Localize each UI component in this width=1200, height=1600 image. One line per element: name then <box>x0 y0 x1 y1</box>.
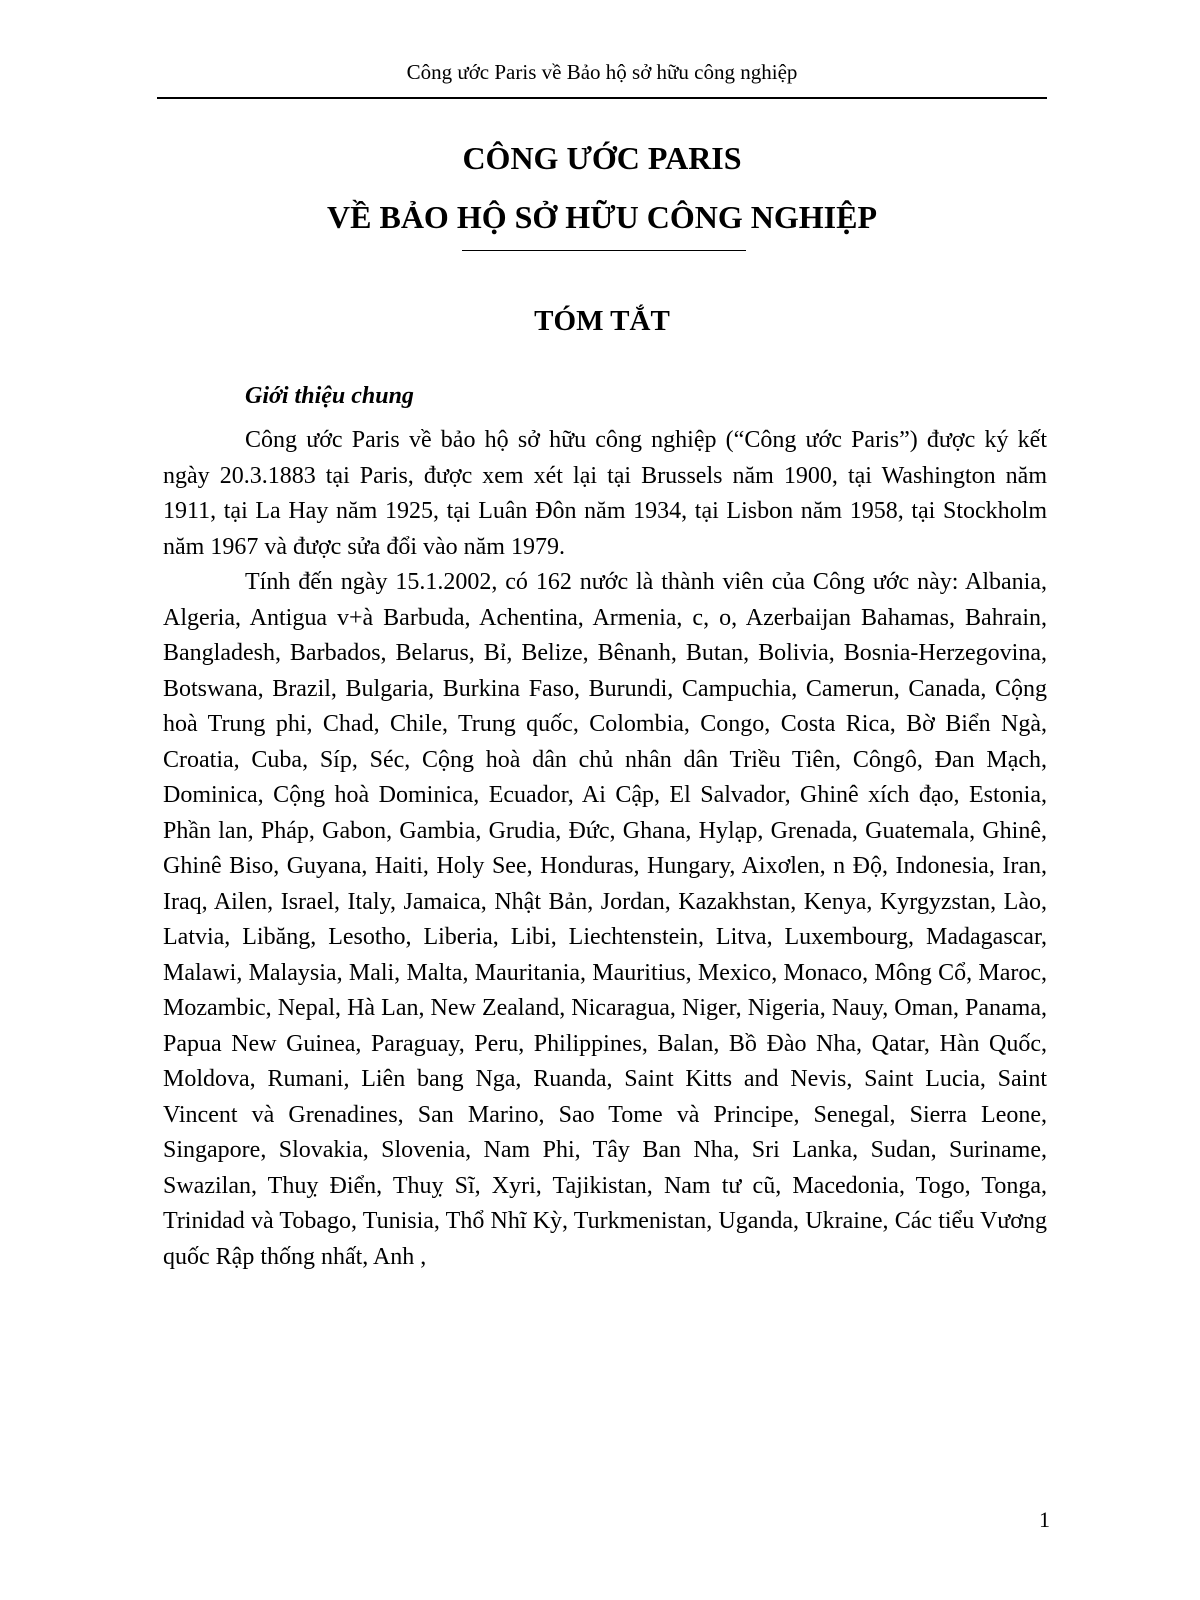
summary-heading: TÓM TẮT <box>534 305 670 337</box>
title-underline <box>462 250 746 251</box>
document-title-line-2: VỀ BẢO HỘ SỞ HỮU CÔNG NGHIỆP <box>327 199 877 235</box>
document-body <box>163 423 1047 1275</box>
page-number: 1 <box>1039 1507 1050 1532</box>
document-title-line-1: CÔNG ƯỚC PARIS <box>462 140 742 176</box>
running-header: Công ước Paris về Bảo hộ sở hữu công nghiệp <box>406 60 798 84</box>
paragraph-introduction: Công ước Paris về bảo hộ sở hữu công nghiệp (“Công ước Paris”) được ký kết ngày 20.3.1883 tại Paris, được xem xét lại tại Brussels năm 1900, tại Washington năm 1911, tại La Hay năm 1925, tại Luân Đôn năm 1934, tại Lisbon năm 1958, tại Stockholm năm 1967 và được sửa đổi vào năm 1979. <box>163 427 1047 560</box>
header-divider <box>157 97 1047 99</box>
section-heading: Giới thiệu chung <box>245 383 414 409</box>
paragraph-member-countries: Tính đến ngày 15.1.2002, có 162 nước là thành viên của Công ước này: Albania, Algeria, Antigua v+à Barbuda, Achentina, Armenia, c, o, Azerbaijan Bahamas, Bahrain, Bangladesh, Barbados, Belarus, Bỉ, Belize, Bênanh, Butan, Bolivia, Bosnia-Herzegovina, Botswana, Brazil, Bulgaria, Burkina Faso, Burundi, Campuchia, Camerun, Canada, Cộng hoà Trung phi, Chad, Chile, Trung quốc, Colombia, Congo, Costa Rica, Bờ Biển Ngà, Croatia, Cuba, Síp, Séc, Cộng hoà dân chủ nhân dân Triều Tiên, Côngô, Đan Mạch, Dominica, Cộng hoà Dominica, Ecuador, Ai Cập, El Salvador, Ghinê xích đạo, Estonia, Phần lan, Pháp, Gabon, Gambia, Grudia, Đức, Ghana, Hylạp, Grenada, Guatemala, Ghinê, Ghinê Biso, Guyana, Haiti, Holy See, Honduras, Hungary, Aixơlen, n Độ, Indonesia, Iran, Iraq, Ailen, Israel, Italy, Jamaica, Nhật Bản, Jordan, Kazakhstan, Kenya, Kyrgyzstan, Lào, Latvia, Libăng, Lesotho, Liberia, Libi, Liechtenstein, Litva, Luxembourg, Madagascar, Malawi, Malaysia, Mali, Malta, Mauritania, Mauritius, Mexico, Monaco, Mông Cổ, Maroc, Mozambic, Nepal, Hà Lan, New Zealand, Nicaragua, Niger, Nigeria, Nauy, Oman, Panama, Papua New Guinea, Paraguay, Peru, Philippines, Balan, Bồ Đào Nha, Qatar, Hàn Quốc, Moldova, Rumani, Liên bang Nga, Ruanda, Saint Kitts and Nevis, Saint Lucia, Saint Vincent và Grenadines, San Marino, Sao Tome và Principe, Senegal, Sierra Leone, Singapore, Slovakia, Slovenia, Nam Phi, Tây Ban Nha, Sri Lanka, Sudan, Suriname, Swazilan, Thuỵ Điển, Thuỵ Sĩ, Xyri, Tajikistan, Nam tư cũ, Macedonia, Togo, Tonga, Trinidad và Tobago, Tunisia, Thổ Nhĩ Kỳ, Turkmenistan, Uganda, Ukraine, Các tiểu Vương quốc Rập thống nhất, Anh , <box>163 569 1047 1270</box>
